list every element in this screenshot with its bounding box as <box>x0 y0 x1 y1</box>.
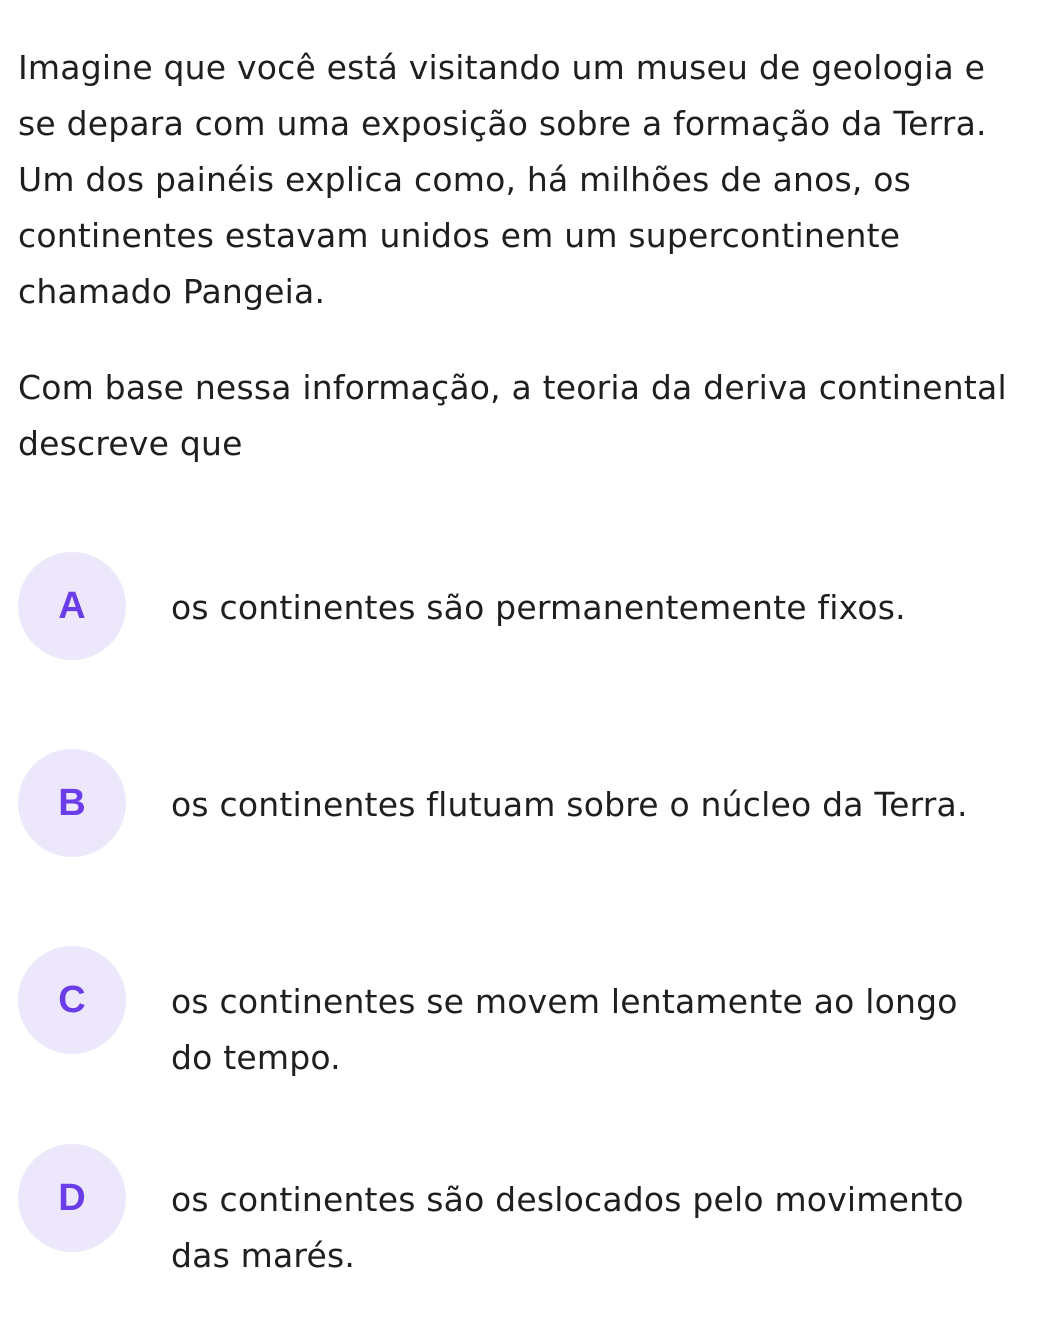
question-context: Imagine que você está visitando um museu de geologia e se depara com uma exposição sobre a formação da Terra. Um dos painéis explica como, há milhões de anos, os continentes estavam unidos em um supercontinente chamado Pangeia. <box>18 48 987 311</box>
option-b[interactable] <box>18 749 1028 857</box>
option-d[interactable] <box>18 1144 1028 1284</box>
option-b-badge[interactable]: B <box>18 749 126 857</box>
option-c-badge[interactable]: C <box>18 946 126 1054</box>
option-a[interactable] <box>18 552 1028 660</box>
option-a-text[interactable]: os continentes são permanentemente fixos. <box>171 588 906 627</box>
question-stem <box>18 40 1028 472</box>
option-d-text[interactable]: os continentes são deslocados pelo movimento das marés. <box>171 1180 964 1275</box>
option-c[interactable] <box>18 946 1028 1086</box>
option-a-badge[interactable]: A <box>18 552 126 660</box>
option-c-text[interactable]: os continentes se movem lentamente ao longo do tempo. <box>171 982 958 1077</box>
option-d-badge[interactable]: D <box>18 1144 126 1252</box>
question-prompt: Com base nessa informação, a teoria da deriva continental descreve que <box>18 368 1007 463</box>
option-b-text[interactable]: os continentes flutuam sobre o núcleo da Terra. <box>171 785 968 824</box>
